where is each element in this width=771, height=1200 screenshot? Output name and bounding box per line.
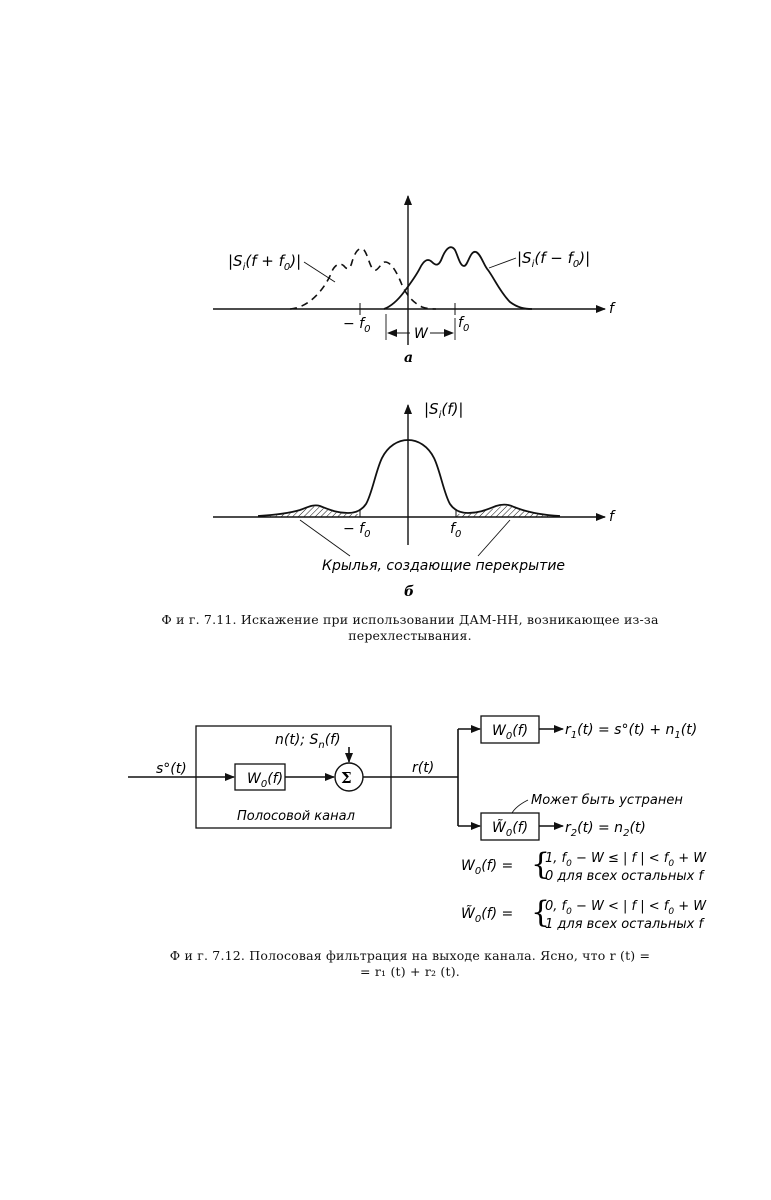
top-output-label: $r_1(t) = s^\circ(t) + n_1(t)$ — [565, 722, 698, 741]
def2-brace: { — [531, 895, 551, 930]
bottom-filter-label: $W̃_0(f)$ — [492, 820, 529, 839]
fig-a-tick-pos-label: $f_0$ — [458, 315, 470, 334]
fig-a-panel-letter: а — [404, 350, 414, 366]
top-filter-label: $W_0(f)$ — [492, 723, 529, 742]
channel-label: Полосовой канал — [237, 809, 355, 824]
def2-case1: 0, $f_0 - W$ < | f | < $f_0 + W$ — [545, 899, 707, 917]
received-signal-label: r(t) — [412, 760, 435, 776]
def1-brace: { — [531, 847, 551, 882]
summer-symbol: Σ — [341, 769, 352, 787]
figure-a — [213, 196, 616, 366]
noise-label: n(t); $S_n(f)$ — [275, 732, 341, 751]
caption-712-line1: Ф и г. 7.12. Полосовая фильтрация на выходе канала. Ясно, что r (t) = — [169, 948, 651, 963]
input-signal-label: s°(t) — [156, 761, 187, 777]
spectrum-right-solid — [384, 247, 532, 309]
fig-a-axis-f-label: f — [609, 301, 614, 317]
caption-711 — [110, 612, 710, 644]
bottom-output-label: $r_2(t) = n_2(t)$ — [565, 820, 646, 839]
channel-filter-label: $W_0(f)$ — [247, 771, 284, 790]
fig-a-right-leader — [489, 258, 516, 268]
fig-b-spectrum — [258, 440, 560, 516]
fig-b-annotation: Крылья, создающие перекрытие — [322, 558, 566, 574]
def2-lhs: $W̃_0(f)$ = — [461, 906, 514, 925]
fig-b-ylabel: $|S_i(f)|$ — [424, 400, 464, 421]
fig-b-tick-pos-label: $f_0$ — [450, 521, 462, 540]
fig-b-tick-neg-label: − $f_0$ — [343, 521, 371, 540]
fig-a-right-label: $|S_i(f - f_0)|$ — [517, 249, 591, 270]
fig-b-axis-f-label: f — [609, 509, 614, 525]
caption-712-line2: = r₁ (t) + r₂ (t). — [360, 964, 460, 979]
def1-lhs: $W_0(f)$ = — [461, 858, 514, 877]
caption-712 — [110, 948, 710, 980]
removable-leader — [512, 800, 528, 813]
def1-case1: 1, $f_0 - W$ ≤ | f | < $f_0 + W$ — [545, 851, 707, 869]
caption-711-line1: Ф и г. 7.11. Искажение при использовании ДАМ-НН, возникающее из-за — [161, 612, 659, 627]
figure-b — [213, 400, 616, 600]
caption-711-line2: перехлестывания. — [348, 628, 472, 643]
fig-a-tick-neg-label: − $f_0$ — [343, 316, 371, 335]
fig-a-left-leader — [304, 262, 335, 282]
fig-b-panel-letter: б — [404, 584, 415, 600]
removable-note: Может быть устранен — [531, 793, 683, 808]
fig-a-w-label: W — [414, 326, 428, 342]
fig-b-leader-right — [478, 520, 510, 556]
fig-a-left-label: $|S_i(f + f_0)|$ — [228, 252, 302, 273]
def2-case2: 1 для всех остальных f — [545, 917, 704, 932]
def1-case2: 0 для всех остальных f — [545, 869, 704, 884]
figure-712 — [128, 716, 707, 932]
